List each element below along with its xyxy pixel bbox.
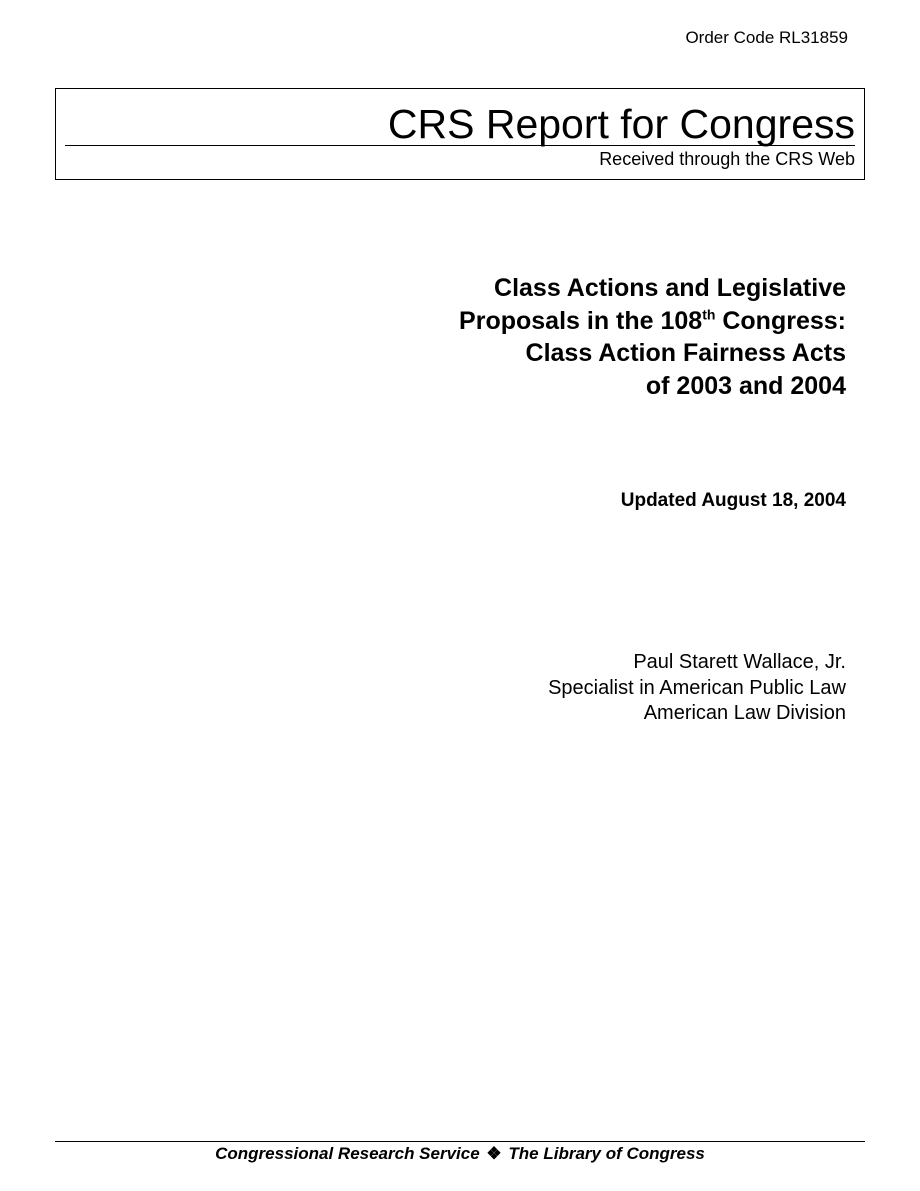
author-name: Paul Starett Wallace, Jr.	[633, 651, 846, 673]
footer-library: The Library of Congress	[508, 1144, 705, 1163]
author-division: American Law Division	[643, 702, 846, 724]
title-line-1: Class Actions and Legislative	[494, 274, 846, 302]
report-header-box	[55, 88, 865, 180]
diamond-separator-icon: ❖	[486, 1144, 502, 1163]
ordinal-superscript: th	[702, 306, 716, 323]
title-line-2-start: Proposals in the 108	[459, 306, 703, 335]
header-title: CRS Report for Congress	[387, 101, 855, 147]
report-title	[459, 272, 846, 402]
updated-date: Updated August 18, 2004	[620, 490, 846, 511]
header-subtitle: Received through the CRS Web	[599, 149, 855, 169]
title-line-4: of 2003 and 2004	[645, 371, 846, 400]
author-position: Specialist in American Public Law	[548, 676, 846, 699]
title-line-3: Class Action Fairness Acts	[525, 339, 846, 367]
footer	[0, 1143, 920, 1165]
header-divider	[65, 145, 855, 146]
title-line-2-end: Congress:	[715, 306, 846, 335]
order-code: Order Code RL31859	[685, 28, 848, 47]
footer-divider	[55, 1141, 865, 1142]
author-block	[548, 650, 846, 727]
footer-org: Congressional Research Service	[215, 1144, 480, 1163]
title-line-2	[459, 305, 846, 338]
